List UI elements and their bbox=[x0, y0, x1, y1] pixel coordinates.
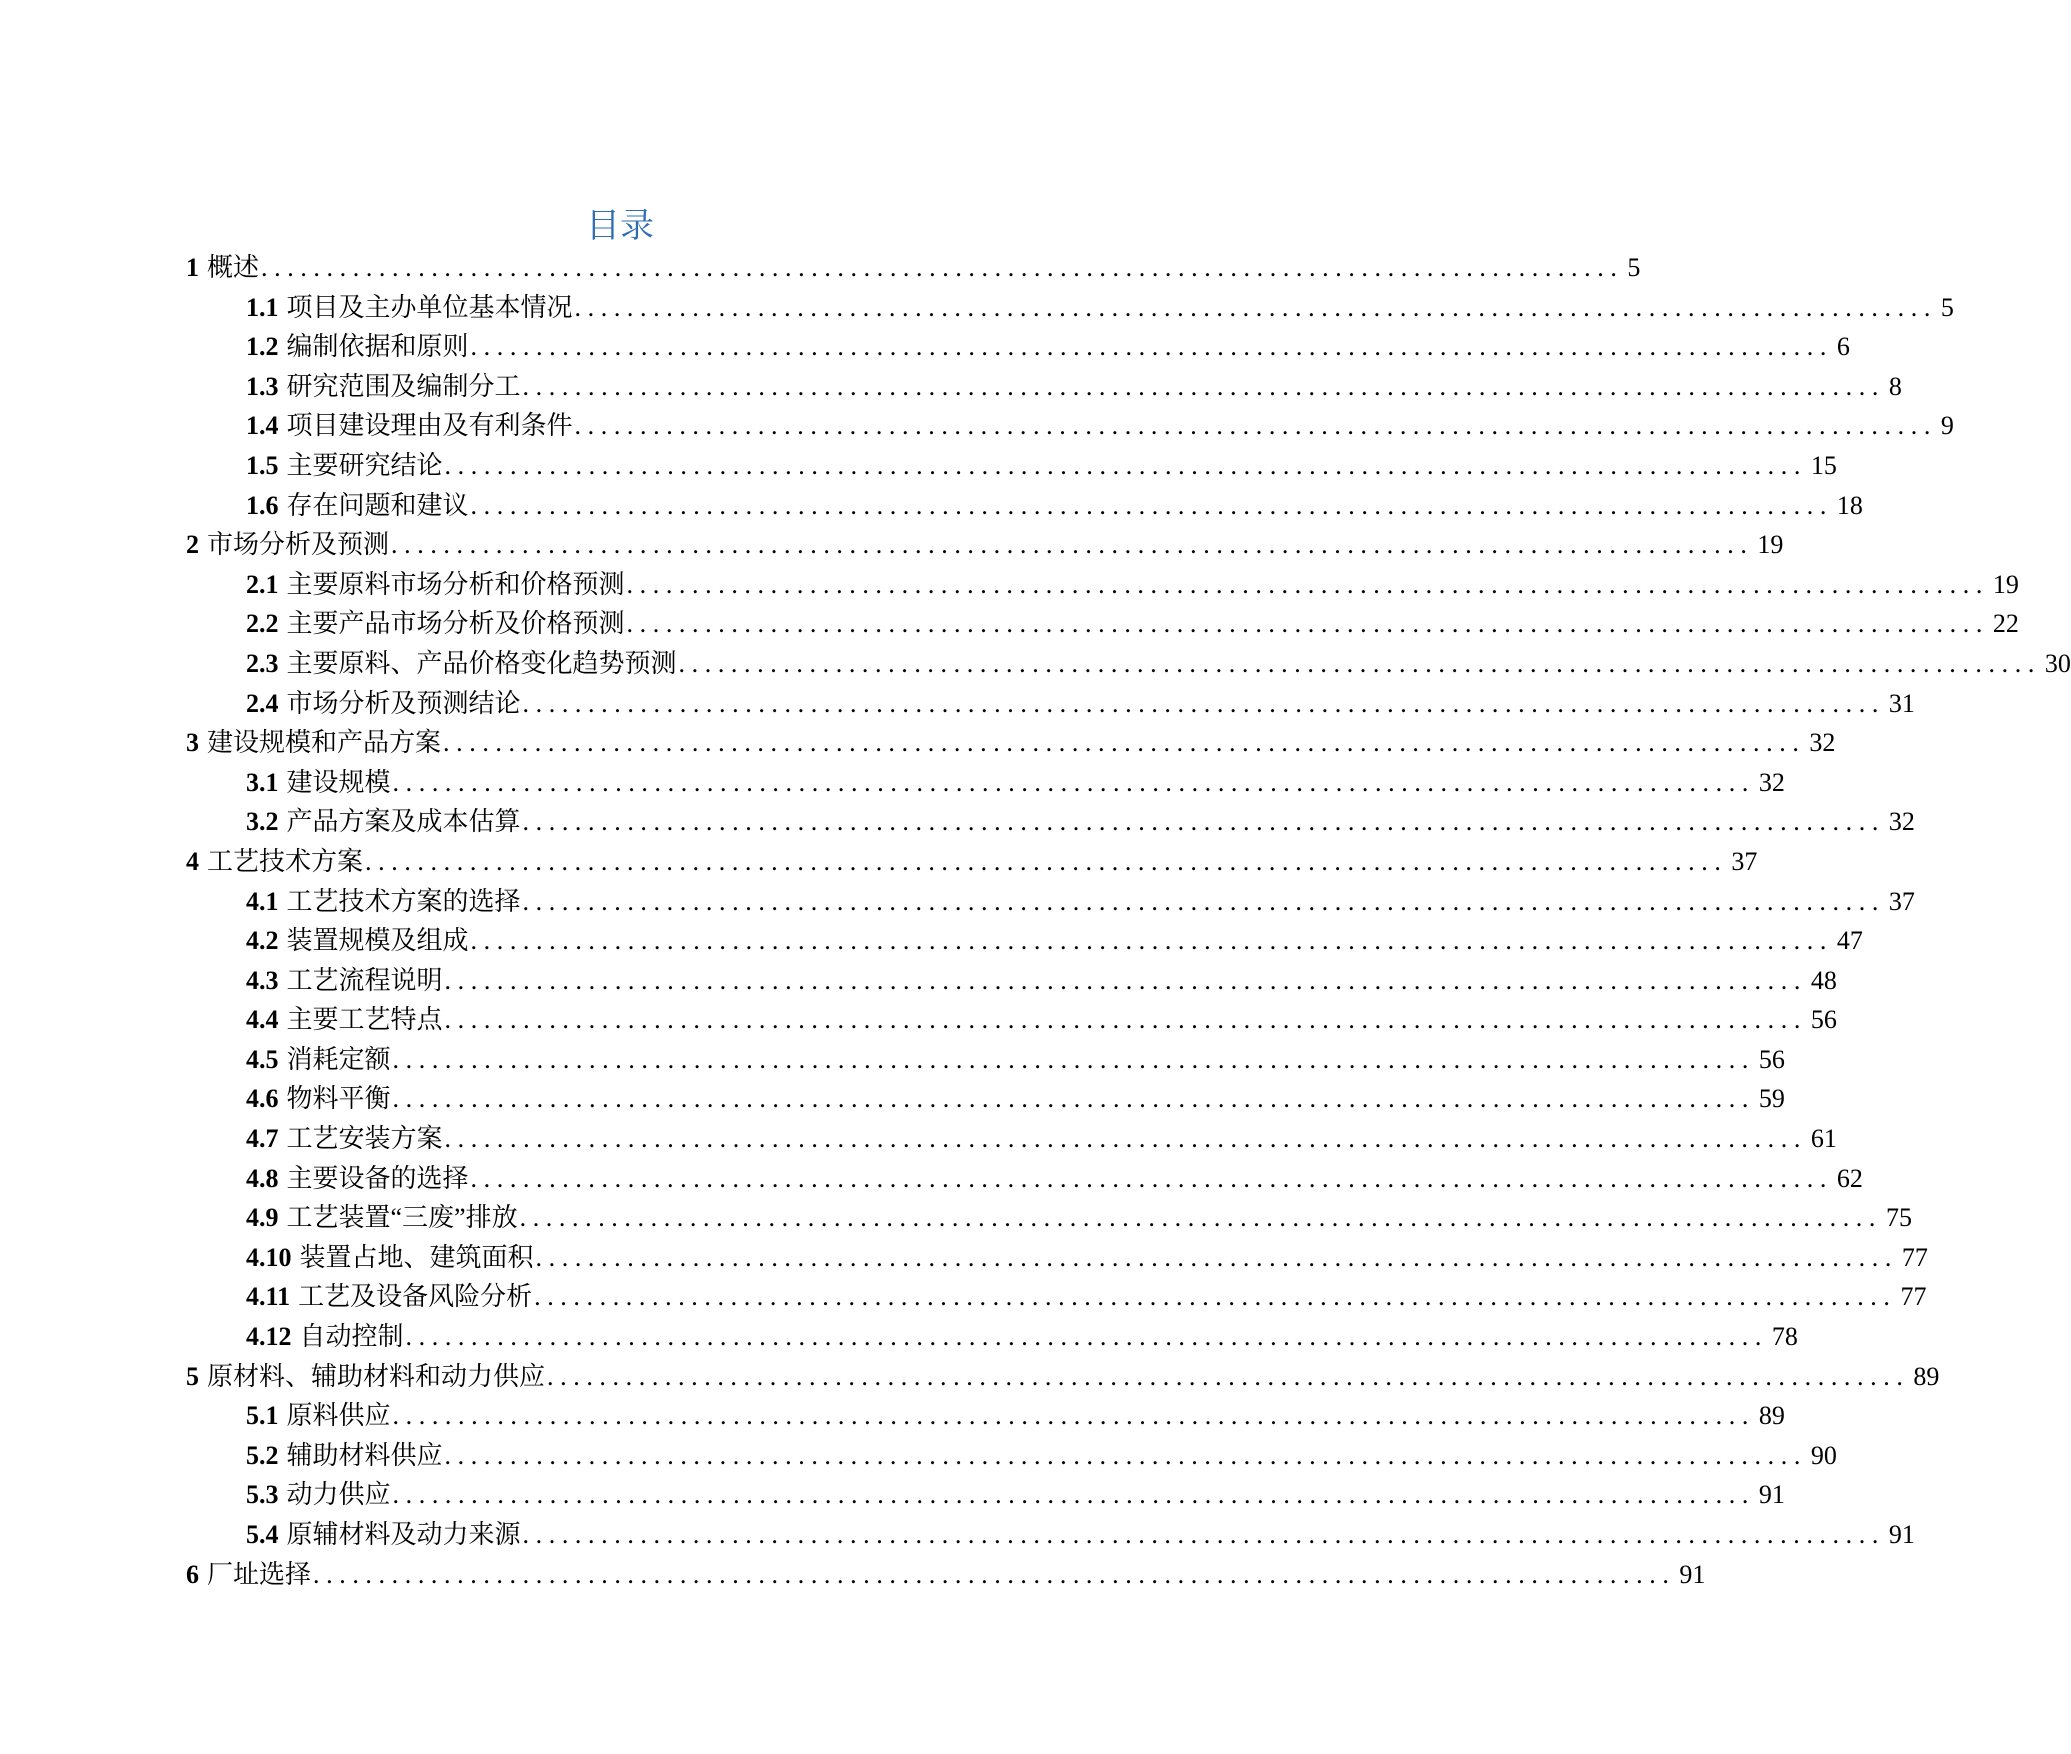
toc-entry-number: 4.1 bbox=[246, 886, 279, 916]
toc-entry-number: 6 bbox=[186, 1559, 199, 1589]
toc-chapter-entry[interactable] bbox=[186, 723, 1836, 763]
toc-section-entry[interactable] bbox=[186, 684, 1915, 724]
toc-dot-leader: ........................................................................................................ bbox=[522, 1520, 1885, 1549]
toc-page-number: 56 bbox=[1758, 1044, 1785, 1074]
toc-entry-number: 4.12 bbox=[246, 1322, 292, 1352]
toc-page-number: 75 bbox=[1886, 1203, 1912, 1233]
toc-entry-title: 主要设备的选择 bbox=[286, 1163, 469, 1193]
toc-dot-leader: ........................................................................................................ bbox=[470, 926, 1833, 956]
toc-section-entry[interactable] bbox=[186, 961, 1837, 1001]
toc-entry-number: 2.3 bbox=[246, 648, 279, 678]
toc-entry-number: 5.1 bbox=[246, 1401, 279, 1431]
toc-entry-number: 3.2 bbox=[246, 807, 279, 837]
toc-page-number: 90 bbox=[1810, 1440, 1837, 1470]
toc-entry-title: 工艺及设备风险分析 bbox=[298, 1282, 533, 1312]
toc-page-number: 89 bbox=[1758, 1401, 1785, 1431]
toc-entry-number: 4.6 bbox=[246, 1084, 279, 1114]
toc-entry-number: 2.4 bbox=[246, 688, 279, 718]
toc-dot-leader: ........................................................................................................ bbox=[392, 1044, 1755, 1074]
toc-page-number: 9 bbox=[1940, 411, 1954, 441]
toc-section-entry[interactable] bbox=[186, 1317, 1798, 1357]
toc-entry-title: 主要工艺特点 bbox=[286, 1005, 443, 1035]
toc-entry-title: 工艺装置“三废”排放 bbox=[286, 1203, 518, 1233]
toc-page-number: 89 bbox=[1913, 1361, 1940, 1391]
toc-section-entry[interactable] bbox=[186, 644, 2071, 684]
toc-entry-number: 1.4 bbox=[246, 411, 279, 441]
toc-page-number: 78 bbox=[1771, 1322, 1798, 1352]
toc-section-entry[interactable] bbox=[186, 1277, 1927, 1317]
toc-page-number: 18 bbox=[1836, 490, 1863, 520]
toc-section-entry[interactable] bbox=[186, 486, 1863, 526]
toc-entry-number: 2 bbox=[186, 530, 199, 560]
toc-entry-number: 4.4 bbox=[246, 1005, 279, 1035]
toc-entry-title: 市场分析及预测结论 bbox=[286, 688, 521, 718]
toc-entry-number: 2.2 bbox=[246, 609, 279, 639]
toc-dot-leader: ........................................................................................................ bbox=[626, 609, 1989, 639]
toc-page-number: 15 bbox=[1810, 450, 1837, 480]
toc-entry-title: 建设规模和产品方案 bbox=[207, 728, 442, 758]
toc-dot-leader: ........................................................................................................ bbox=[444, 1440, 1807, 1470]
toc-dot-leader: ........................................................................................................ bbox=[547, 1361, 1910, 1391]
toc-dot-leader: ........................................................................................................ bbox=[392, 1480, 1755, 1510]
toc-entry-title: 主要原料、产品价格变化趋势预测 bbox=[286, 648, 677, 678]
toc-entry-title: 存在问题和建议 bbox=[286, 490, 469, 520]
toc-chapter-entry[interactable] bbox=[186, 248, 1641, 288]
toc-dot-leader: ........................................................................................................ bbox=[626, 569, 1989, 599]
toc-section-entry[interactable] bbox=[186, 1515, 1915, 1555]
toc-page-number: 8 bbox=[1888, 371, 1902, 401]
toc-page-number: 56 bbox=[1810, 1005, 1837, 1035]
toc-section-entry[interactable] bbox=[186, 763, 1785, 803]
toc-section-entry[interactable] bbox=[186, 1436, 1837, 1476]
toc-dot-leader: ........................................................................................................ bbox=[470, 332, 1833, 362]
toc-section-entry[interactable] bbox=[186, 1238, 1928, 1278]
toc-page-number: 30 bbox=[2044, 648, 2071, 678]
toc-entry-title: 原料供应 bbox=[286, 1401, 391, 1431]
toc-section-entry[interactable] bbox=[186, 446, 1837, 486]
toc-entry-title: 动力供应 bbox=[286, 1480, 391, 1510]
toc-title: 目录 bbox=[586, 206, 654, 246]
toc-page-number: 59 bbox=[1758, 1084, 1785, 1114]
toc-page-number: 91 bbox=[1888, 1520, 1915, 1549]
toc-dot-leader: ........................................................................................................ bbox=[261, 253, 1624, 282]
toc-entry-title: 装置规模及组成 bbox=[286, 926, 469, 956]
toc-entry-title: 工艺安装方案 bbox=[286, 1124, 443, 1154]
toc-section-entry[interactable] bbox=[186, 1159, 1863, 1199]
toc-section-entry[interactable] bbox=[186, 1079, 1785, 1119]
toc-page-number: 91 bbox=[1758, 1480, 1785, 1510]
toc-page-number: 31 bbox=[1888, 688, 1915, 718]
toc-entry-number: 1.5 bbox=[246, 450, 279, 480]
toc-dot-leader: ........................................................................................................ bbox=[522, 688, 1885, 718]
toc-entry-title: 市场分析及预测 bbox=[207, 530, 390, 560]
toc-entry-number: 4.2 bbox=[246, 926, 279, 956]
toc-page-number: 37 bbox=[1731, 846, 1758, 876]
toc-entry-number: 1.3 bbox=[246, 371, 279, 401]
toc-section-entry[interactable] bbox=[186, 367, 1902, 407]
toc-entry-number: 5.3 bbox=[246, 1480, 279, 1510]
toc-page-number: 19 bbox=[1992, 569, 2019, 599]
toc-entry-number: 5.2 bbox=[246, 1440, 279, 1470]
toc-entry-title: 主要产品市场分析及价格预测 bbox=[286, 609, 625, 639]
toc-chapter-entry[interactable] bbox=[186, 842, 1758, 882]
toc-section-entry[interactable] bbox=[186, 882, 1915, 922]
toc-page-number: 77 bbox=[1901, 1242, 1928, 1272]
toc-dot-leader: ........................................................................................................ bbox=[522, 371, 1885, 401]
toc-dot-leader: ........................................................................................................ bbox=[470, 1163, 1833, 1193]
toc-section-entry[interactable] bbox=[186, 406, 1954, 446]
toc-entry-title: 建设规模 bbox=[286, 767, 391, 797]
toc-section-entry[interactable] bbox=[186, 1396, 1785, 1436]
toc-page-number: 91 bbox=[1679, 1559, 1706, 1589]
toc-section-entry[interactable] bbox=[186, 1000, 1837, 1040]
toc-entry-number: 1 bbox=[186, 253, 199, 282]
toc-dot-leader: ........................................................................................................ bbox=[391, 530, 1754, 560]
toc-page-number: 32 bbox=[1758, 767, 1785, 797]
toc-entry-title: 原材料、辅助材料和动力供应 bbox=[207, 1361, 546, 1391]
toc-entry-number: 4 bbox=[186, 846, 199, 876]
toc-dot-leader: ........................................................................................................ bbox=[574, 411, 1937, 441]
toc-entry-number: 5.4 bbox=[246, 1520, 279, 1549]
toc-entry-title: 自动控制 bbox=[299, 1322, 404, 1352]
toc-dot-leader: ........................................................................................................ bbox=[534, 1282, 1897, 1312]
toc-entry-number: 4.7 bbox=[246, 1124, 279, 1154]
toc-section-entry[interactable] bbox=[186, 604, 2019, 644]
toc-dot-leader: ........................................................................................................ bbox=[574, 292, 1937, 322]
toc-dot-leader: ........................................................................................................ bbox=[444, 1005, 1807, 1035]
toc-entry-title: 主要研究结论 bbox=[286, 450, 443, 480]
toc-dot-leader: ........................................................................................................ bbox=[444, 965, 1807, 995]
toc-entry-number: 4.10 bbox=[246, 1242, 292, 1272]
toc-chapter-entry[interactable] bbox=[186, 525, 1784, 565]
toc-page-number: 62 bbox=[1836, 1163, 1863, 1193]
toc-page-number: 32 bbox=[1888, 807, 1915, 837]
toc-entry-title: 产品方案及成本估算 bbox=[286, 807, 521, 837]
toc-dot-leader: ........................................................................................................ bbox=[470, 490, 1833, 520]
toc-section-entry[interactable] bbox=[186, 1119, 1837, 1159]
toc-entry-title: 概述 bbox=[207, 253, 260, 282]
toc-dot-leader: ........................................................................................................ bbox=[444, 1124, 1807, 1154]
toc-dot-leader: ........................................................................................................ bbox=[365, 846, 1728, 876]
toc-page-number: 6 bbox=[1836, 332, 1850, 362]
toc-section-entry[interactable] bbox=[186, 1475, 1785, 1515]
toc-entry-number: 4.9 bbox=[246, 1203, 279, 1233]
toc-chapter-entry[interactable] bbox=[186, 1555, 1706, 1595]
toc-entry-title: 工艺流程说明 bbox=[286, 965, 443, 995]
toc-entry-number: 3.1 bbox=[246, 767, 279, 797]
toc-entry-title: 厂址选择 bbox=[207, 1559, 312, 1589]
toc-entry-number: 4.5 bbox=[246, 1044, 279, 1074]
toc-dot-leader: ........................................................................................................ bbox=[443, 728, 1806, 758]
toc-section-entry[interactable] bbox=[186, 1198, 1912, 1238]
toc-entry-number: 2.1 bbox=[246, 569, 279, 599]
toc-entry-number: 1.6 bbox=[246, 490, 279, 520]
toc-section-entry[interactable] bbox=[186, 565, 2019, 605]
toc-dot-leader: ........................................................................................................ bbox=[519, 1203, 1882, 1233]
toc-page-number: 5 bbox=[1940, 292, 1954, 322]
toc-entry-title: 原辅材料及动力来源 bbox=[286, 1520, 521, 1549]
toc-entry-title: 辅助材料供应 bbox=[286, 1440, 443, 1470]
toc-entry-title: 研究范围及编制分工 bbox=[286, 371, 521, 401]
toc-page-number: 37 bbox=[1888, 886, 1915, 916]
toc-list bbox=[186, 248, 2071, 1594]
toc-dot-leader: ........................................................................................................ bbox=[313, 1559, 1676, 1589]
toc-entry-title: 工艺技术方案的选择 bbox=[286, 886, 521, 916]
toc-entry-title: 编制依据和原则 bbox=[286, 332, 469, 362]
toc-page-number: 5 bbox=[1627, 253, 1641, 282]
toc-entry-title: 消耗定额 bbox=[286, 1044, 391, 1074]
toc-entry-title: 物料平衡 bbox=[286, 1084, 391, 1114]
toc-entry-number: 3 bbox=[186, 728, 199, 758]
toc-dot-leader: ........................................................................................................ bbox=[392, 1084, 1755, 1114]
toc-dot-leader: ........................................................................................................ bbox=[522, 886, 1885, 916]
toc-section-entry[interactable] bbox=[186, 921, 1863, 961]
toc-dot-leader: ........................................................................................................ bbox=[405, 1322, 1768, 1352]
toc-page-number: 19 bbox=[1757, 530, 1784, 560]
toc-page-number: 47 bbox=[1836, 926, 1863, 956]
toc-page-number: 32 bbox=[1809, 728, 1836, 758]
toc-entry-title: 装置占地、建筑面积 bbox=[299, 1242, 534, 1272]
toc-page-number: 77 bbox=[1900, 1282, 1927, 1312]
toc-section-entry[interactable] bbox=[186, 1040, 1785, 1080]
toc-page-number: 48 bbox=[1810, 965, 1837, 995]
toc-section-entry[interactable] bbox=[186, 802, 1915, 842]
toc-entry-title: 主要原料市场分析和价格预测 bbox=[286, 569, 625, 599]
toc-entry-number: 4.11 bbox=[246, 1282, 291, 1312]
toc-page-number: 61 bbox=[1810, 1124, 1837, 1154]
toc-entry-title: 项目及主办单位基本情况 bbox=[286, 292, 573, 322]
toc-dot-leader: ........................................................................................................ bbox=[392, 767, 1755, 797]
toc-entry-number: 1.2 bbox=[246, 332, 279, 362]
toc-entry-number: 5 bbox=[186, 1361, 199, 1391]
toc-entry-number: 4.8 bbox=[246, 1163, 279, 1193]
toc-dot-leader: ........................................................................................................ bbox=[678, 648, 2041, 678]
toc-section-entry[interactable] bbox=[186, 288, 1954, 328]
toc-section-entry[interactable] bbox=[186, 327, 1850, 367]
toc-dot-leader: ........................................................................................................ bbox=[535, 1242, 1898, 1272]
toc-dot-leader: ........................................................................................................ bbox=[444, 450, 1807, 480]
toc-entry-title: 项目建设理由及有利条件 bbox=[286, 411, 573, 441]
toc-dot-leader: ........................................................................................................ bbox=[392, 1401, 1755, 1431]
toc-page-number: 22 bbox=[1992, 609, 2019, 639]
toc-entry-title: 工艺技术方案 bbox=[207, 846, 364, 876]
toc-entry-number: 1.1 bbox=[246, 292, 279, 322]
toc-entry-number: 4.3 bbox=[246, 965, 279, 995]
toc-chapter-entry[interactable] bbox=[186, 1357, 1940, 1397]
toc-dot-leader: ........................................................................................................ bbox=[522, 807, 1885, 837]
